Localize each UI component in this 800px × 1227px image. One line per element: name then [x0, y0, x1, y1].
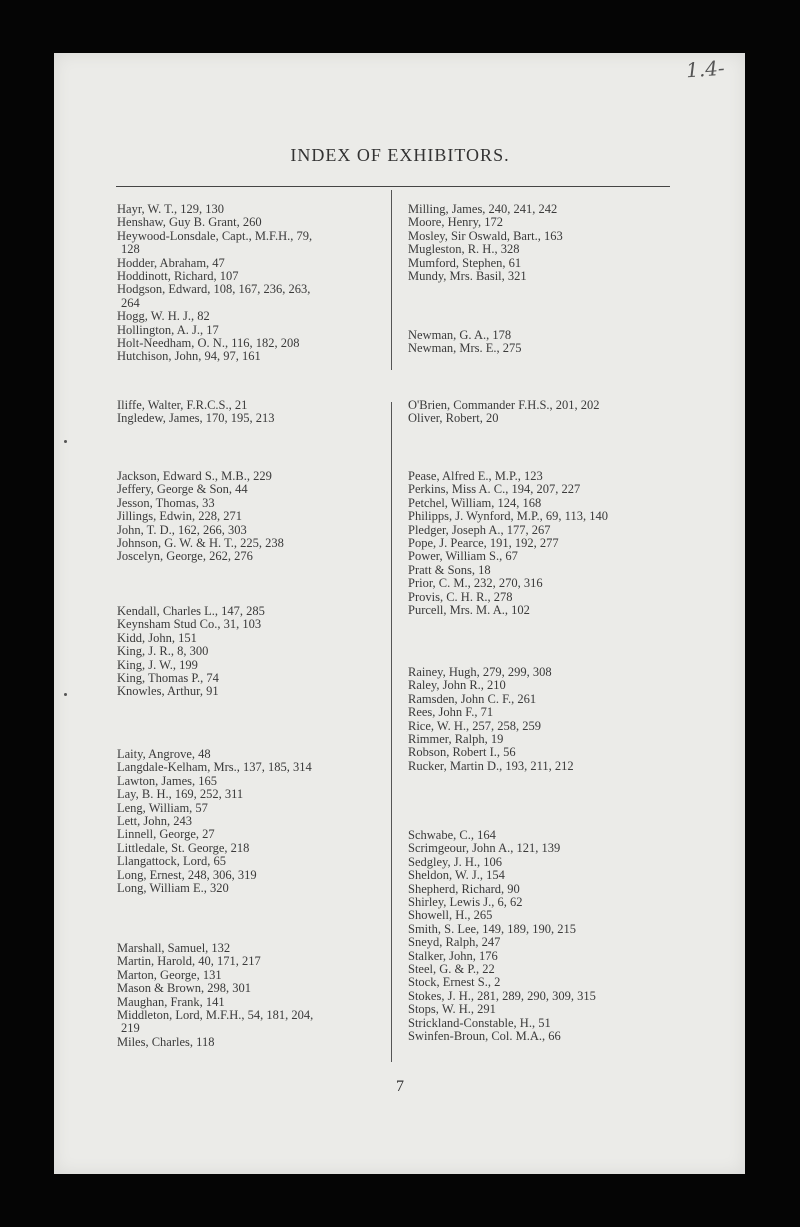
- index-entry: Miles, Charles, 118: [117, 1034, 215, 1049]
- index-entry: Swinfen-Broun, Col. M.A., 66: [408, 1029, 561, 1044]
- index-entry: [117, 230, 383, 257]
- index-group: [408, 329, 688, 356]
- page-title: INDEX OF EXHIBITORS.: [290, 145, 510, 165]
- index-entry: Long, William E., 320: [117, 881, 229, 896]
- entry-continuation: 219: [121, 1021, 140, 1036]
- index-entry: King, J. R., 8, 300: [117, 644, 209, 659]
- index-entry: Hutchison, John, 94, 97, 161: [117, 349, 261, 364]
- index-entry: Hodder, Abraham, 47: [117, 255, 225, 270]
- index-entry: Schwabe, C., 164: [408, 828, 496, 842]
- index-entry: Provis, C. H. R., 278: [408, 589, 513, 604]
- index-entry: Newman, Mrs. E., 275: [408, 341, 522, 356]
- index-entry: King, J. W., 199: [117, 657, 198, 672]
- index-entry: Marton, George, 131: [117, 967, 222, 982]
- index-entry: Hayr, W. T., 129, 130: [117, 202, 225, 216]
- index-entry: Rees, John F., 71: [408, 705, 494, 720]
- index-entry: Joscelyn, George, 262, 276: [117, 549, 253, 564]
- index-entry: Iliffe, Walter, F.R.C.S., 21: [117, 398, 248, 412]
- index-entry: Henshaw, Guy B. Grant, 260: [117, 215, 262, 230]
- index-entry: Marshall, Samuel, 132: [117, 941, 231, 955]
- entry-continuation: 264: [121, 295, 140, 310]
- index-group: [408, 666, 688, 773]
- index-entry: Newman, G. A., 178: [408, 328, 512, 342]
- index-group: [408, 203, 688, 283]
- paper-speck: [64, 693, 67, 696]
- index-entry: Llangattock, Lord, 65: [117, 854, 226, 869]
- index-entry: Stokes, J. H., 281, 289, 290, 309, 315: [408, 988, 596, 1003]
- entry-continuation: 128: [121, 242, 140, 257]
- index-entry: Steel, G. & P., 22: [408, 962, 495, 977]
- index-entry: Maughan, Frank, 141: [117, 994, 225, 1009]
- index-entry: Petchel, William, 124, 168: [408, 495, 542, 510]
- index-group: [408, 399, 688, 426]
- index-entry: Moore, Henry, 172: [408, 215, 504, 230]
- index-entry: Pledger, Joseph A., 177, 267: [408, 522, 551, 537]
- index-entry: Scrimgeour, John A., 121, 139: [408, 841, 561, 856]
- index-entry: Smith, S. Lee, 149, 189, 190, 215: [408, 921, 577, 936]
- index-group: [408, 470, 688, 617]
- index-entry: Langdale-Kelham, Mrs., 137, 185, 314: [117, 760, 312, 775]
- index-group: [117, 203, 383, 364]
- index-entry: Mugleston, R. H., 328: [408, 242, 520, 257]
- index-entry: King, Thomas P., 74: [117, 671, 219, 686]
- index-entry: Sheldon, W. J., 154: [408, 868, 505, 883]
- index-entry: Rimmer, Ralph, 19: [408, 732, 504, 747]
- index-entry: Kendall, Charles L., 147, 285: [117, 604, 265, 618]
- index-entry: Sedgley, J. H., 106: [408, 854, 502, 869]
- index-entry: Purcell, Mrs. M. A., 102: [408, 603, 530, 618]
- handwritten-annotation: 1.4-: [685, 55, 726, 83]
- index-entry: Power, William S., 67: [408, 549, 518, 564]
- index-entry: Kidd, John, 151: [117, 630, 197, 645]
- index-group: [117, 399, 383, 426]
- index-entry: Keynsham Stud Co., 31, 103: [117, 617, 262, 632]
- index-entry: Mason & Brown, 298, 301: [117, 981, 252, 996]
- index-entry: Littledale, St. George, 218: [117, 840, 250, 855]
- index-entry: Milling, James, 240, 241, 242: [408, 202, 558, 216]
- entry-text: Hodgson, Edward, 108, 167, 236, 263,: [117, 282, 311, 297]
- index-entry: Rainey, Hugh, 279, 299, 308: [408, 665, 552, 679]
- column-divider: [391, 402, 392, 1062]
- index-entry: Hogg, W. H. J., 82: [117, 309, 210, 324]
- index-entry: Hollington, A. J., 17: [117, 322, 219, 337]
- page-number: 7: [396, 1078, 404, 1095]
- index-entry: Knowles, Arthur, 91: [117, 684, 219, 699]
- index-entry: Philipps, J. Wynford, M.P., 69, 113, 140: [408, 509, 608, 524]
- index-entry: Robson, Robert I., 56: [408, 745, 516, 760]
- entry-text: Middleton, Lord, M.F.H., 54, 181, 204,: [117, 1008, 314, 1023]
- index-entry: Lay, B. H., 169, 252, 311: [117, 787, 244, 802]
- index-entry: Sneyd, Ralph, 247: [408, 935, 501, 950]
- index-entry: Mumford, Stephen, 61: [408, 255, 522, 270]
- index-entry: Johnson, G. W. & H. T., 225, 238: [117, 536, 284, 551]
- index-entry: Pope, J. Pearce, 191, 192, 277: [408, 536, 559, 551]
- index-group: [117, 470, 383, 564]
- index-entry: Stalker, John, 176: [408, 948, 498, 963]
- entry-text: Heywood-Lonsdale, Capt., M.F.H., 79,: [117, 228, 313, 243]
- index-entry: Jesson, Thomas, 33: [117, 495, 215, 510]
- index-entry: Prior, C. M., 232, 270, 316: [408, 576, 543, 591]
- index-entry: Hoddinott, Richard, 107: [117, 269, 239, 284]
- index-entry: [117, 283, 383, 310]
- index-entry: Pratt & Sons, 18: [408, 562, 491, 577]
- index-entry: Raley, John R., 210: [408, 678, 506, 693]
- index-entry: Jeffery, George & Son, 44: [117, 482, 248, 497]
- index-entry: Rucker, Martin D., 193, 211, 212: [408, 758, 574, 773]
- index-entry: Jackson, Edward S., M.B., 229: [117, 469, 272, 483]
- index-entry: John, T. D., 162, 266, 303: [117, 522, 247, 537]
- index-entry: Oliver, Robert, 20: [408, 411, 499, 426]
- paper-speck: [64, 440, 67, 443]
- index-entry: Stock, Ernest S., 2: [408, 975, 501, 990]
- index-entry: Linnell, George, 27: [117, 827, 215, 842]
- index-entry: Showell, H., 265: [408, 908, 493, 923]
- title-rule: [116, 186, 670, 187]
- index-entry: Laity, Angrove, 48: [117, 747, 211, 761]
- index-group: [117, 605, 383, 699]
- index-entry: Mosley, Sir Oswald, Bart., 163: [408, 228, 563, 243]
- index-entry: Mundy, Mrs. Basil, 321: [408, 269, 527, 284]
- index-entry: Jillings, Edwin, 228, 271: [117, 509, 243, 524]
- index-group: [117, 942, 383, 1049]
- index-entry: Perkins, Miss A. C., 194, 207, 227: [408, 482, 581, 497]
- index-group: [117, 748, 383, 895]
- index-entry: Long, Ernest, 248, 306, 319: [117, 867, 257, 882]
- index-entry: [117, 1009, 383, 1036]
- index-group: [408, 829, 688, 1044]
- index-entry: Rice, W. H., 257, 258, 259: [408, 718, 541, 733]
- index-entry: Ramsden, John C. F., 261: [408, 691, 537, 706]
- index-entry: Lett, John, 243: [117, 814, 192, 829]
- index-entry: O'Brien, Commander F.H.S., 201, 202: [408, 398, 600, 412]
- index-entry: Shirley, Lewis J., 6, 62: [408, 895, 523, 910]
- index-entry: Strickland-Constable, H., 51: [408, 1015, 551, 1030]
- index-entry: Martin, Harold, 40, 171, 217: [117, 954, 261, 969]
- index-entry: Shepherd, Richard, 90: [408, 881, 520, 896]
- index-entry: Pease, Alfred E., M.P., 123: [408, 469, 543, 483]
- index-entry: Lawton, James, 165: [117, 773, 217, 788]
- index-entry: Ingledew, James, 170, 195, 213: [117, 411, 275, 426]
- index-entry: Leng, William, 57: [117, 800, 208, 815]
- index-entry: Stops, W. H., 291: [408, 1002, 496, 1017]
- column-divider: [391, 190, 392, 370]
- index-entry: Holt-Needham, O. N., 116, 182, 208: [117, 336, 300, 351]
